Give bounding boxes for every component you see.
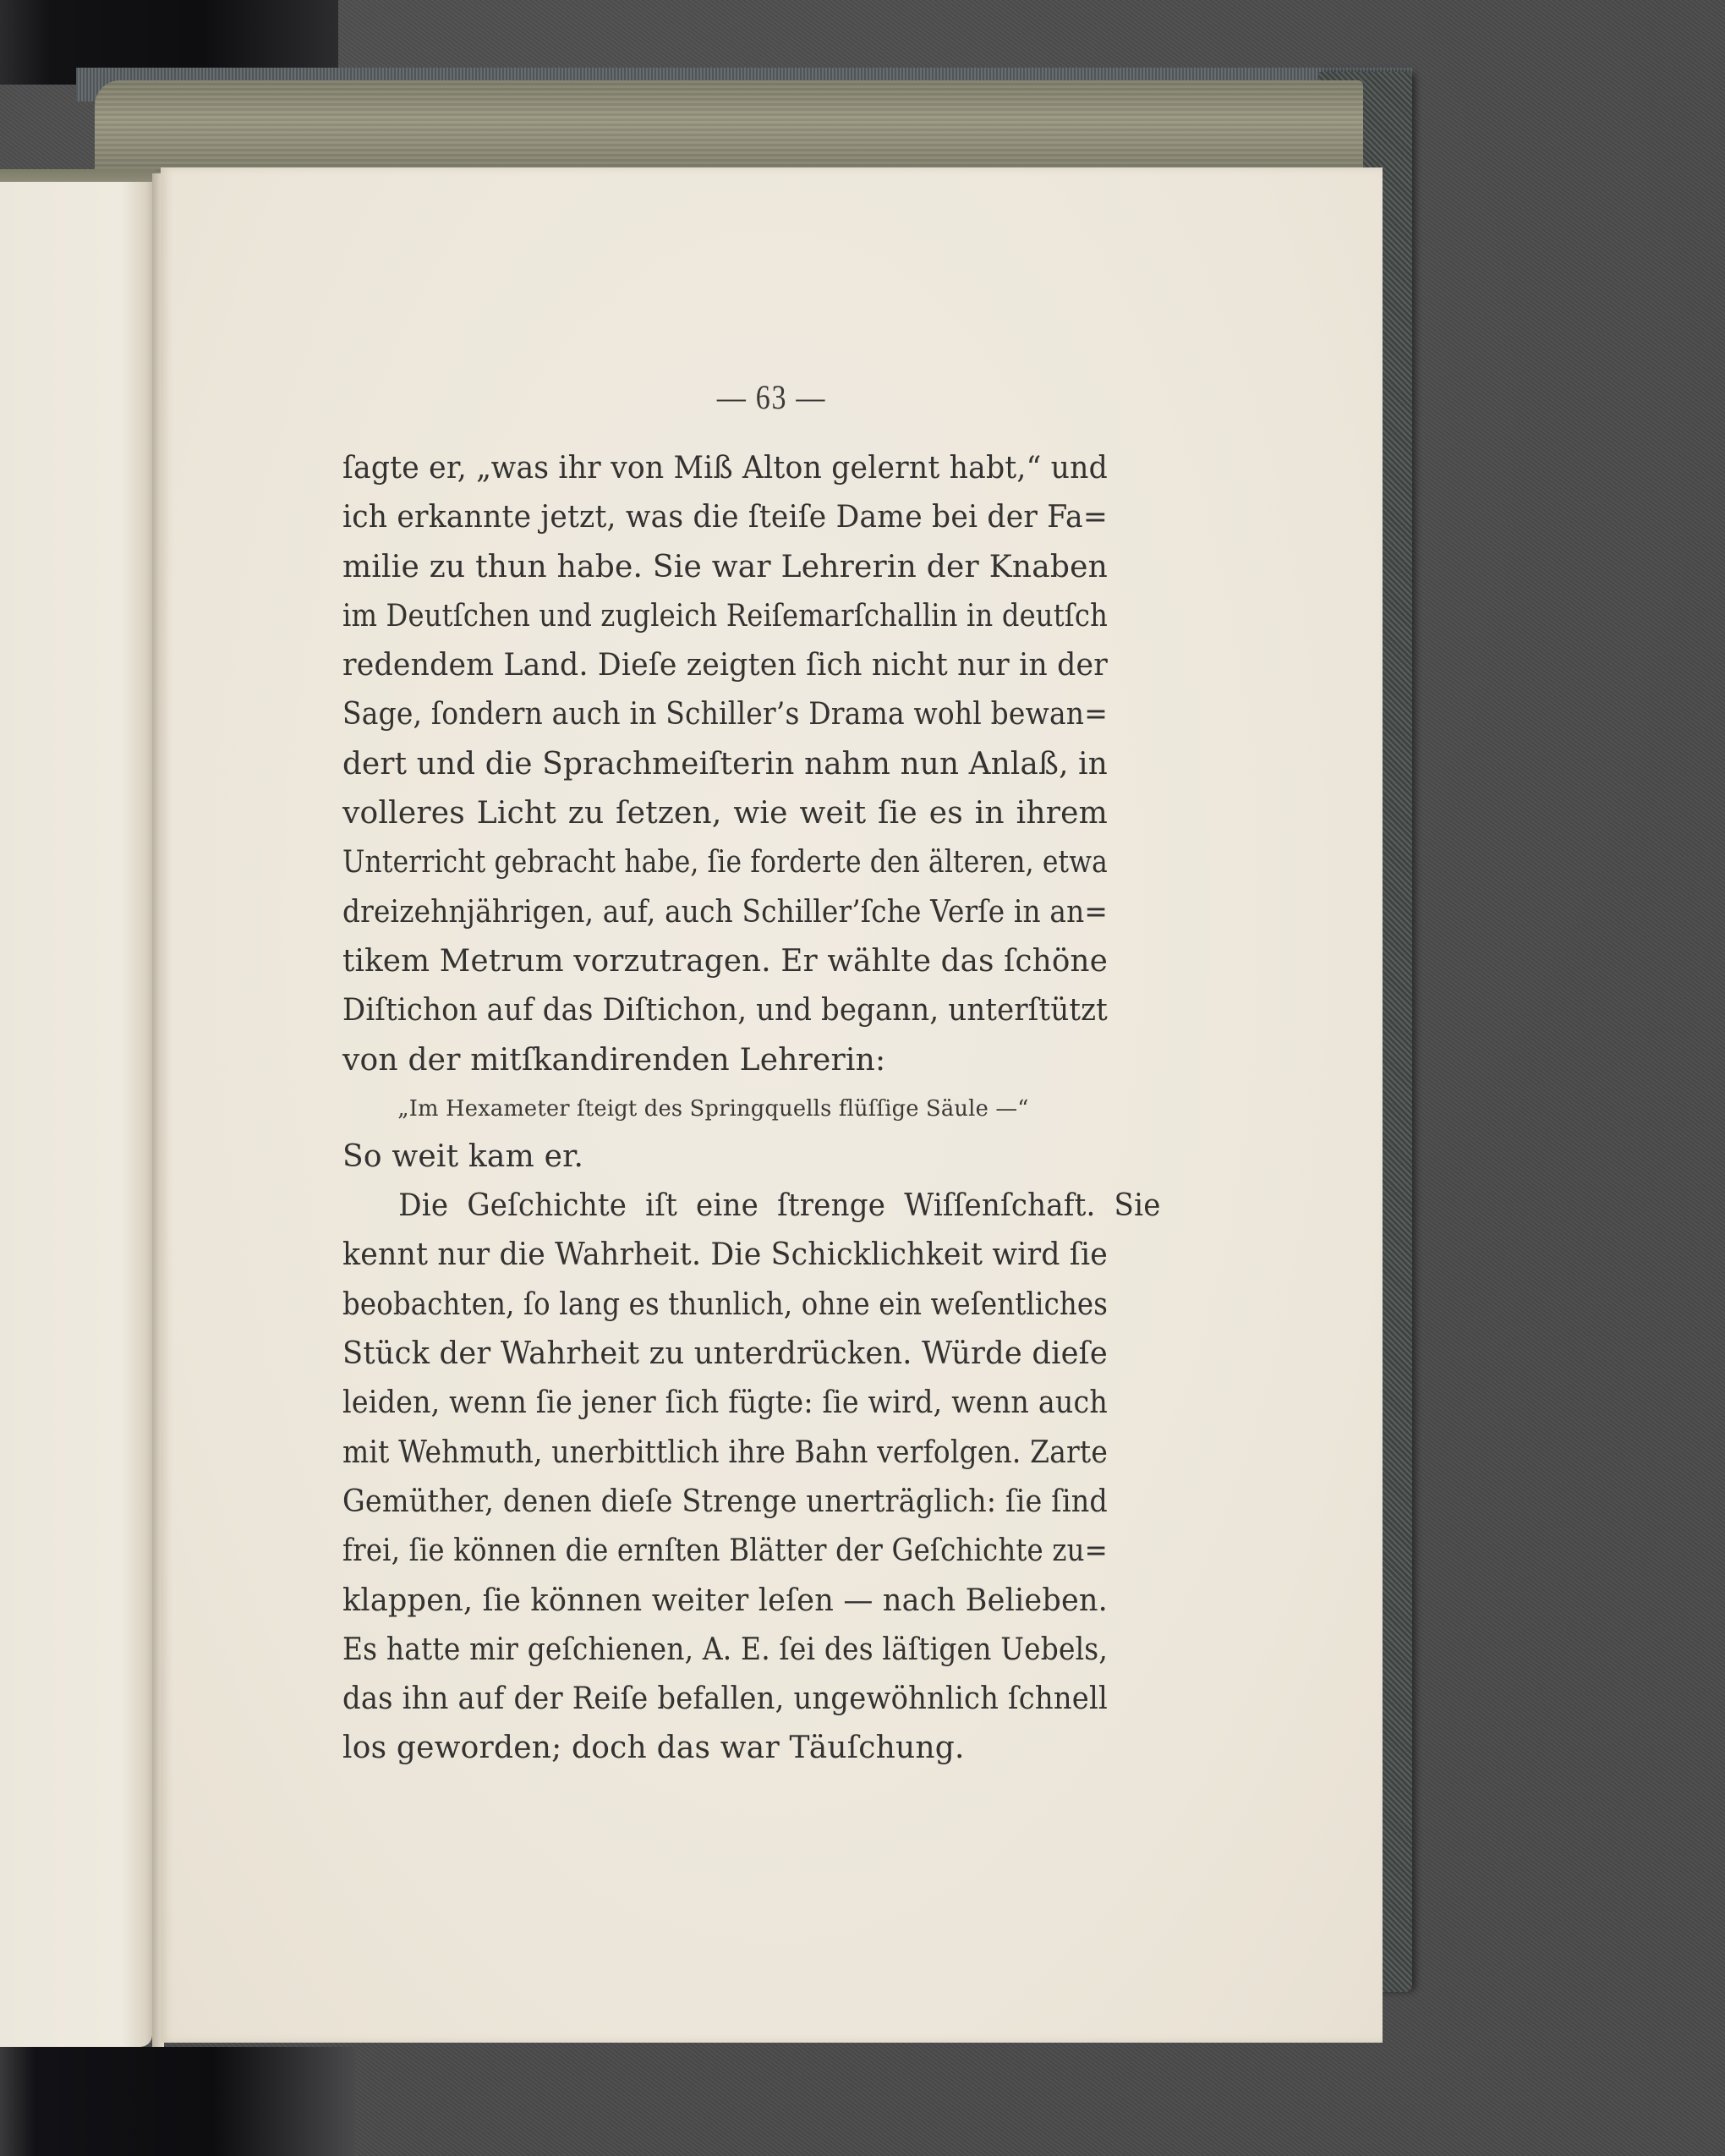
text-line: dert und die Sprachmeiſterin nahm nun Anlaß, in [342,746,1108,782]
right-page [161,167,1383,2043]
text-line: dreizehnjährigen, auf, auch Schiller’ſche Verſe in an= [342,894,1108,930]
page-block-edge [95,80,1363,175]
text-line: Stück der Wahrheit zu unterdrücken. Würde dieſe [342,1336,1108,1372]
text-line: frei, ſie können die ernſten Blätter der Geſchichte zu= [342,1533,1108,1569]
text-line: milie zu thun habe. Sie war Lehrerin der Knaben [342,549,1108,584]
text-line: redendem Land. Dieſe zeigten ſich nicht nur in der [342,648,1108,683]
text-line: kennt nur die Wahrheit. Die Schicklichkeit wird ſie [342,1237,1108,1273]
text-line: das ihn auf der Reiſe befallen, ungewöhnlich ſchnell [342,1681,1108,1717]
text-line: klappen, ſie können weiter leſen — nach Belieben. [342,1583,1108,1618]
text-line: Unterricht gebracht habe, ſie forderte den älteren, etwa [342,845,1108,881]
quoted-verse: „Im Hexameter ſteigt des Springquells flüſſige Säule —“ [397,1095,1029,1122]
text-line: ſagte er, „was ihr von Miß Alton gelernt habt,“ und [342,451,1108,486]
text-line: Es hatte mir geſchienen, A. E. ſei des läſtigen Uebels, [342,1632,1108,1667]
text-line: Sage, ſondern auch in Schiller’s Drama wohl bewan= [342,697,1108,732]
text-line: tikem Metrum vorzutragen. Er wählte das ſchöne [342,943,1108,979]
text-line: ich erkannte jetzt, was die ſteiſe Dame bei der Fa= [342,500,1108,535]
page-number: — 63 — [716,378,827,416]
text-line: Gemüther, denen dieſe Strenge unerträglich: ſie ſind [342,1484,1108,1519]
left-page [0,182,152,2047]
dark-backdrop-bottom [0,2047,355,2156]
text-line: von der mitſkandirenden Lehrerin: [342,1042,886,1078]
text-line: volleres Licht zu ſetzen, wie weit ſie es in ihrem [342,796,1108,831]
text-line: mit Wehmuth, unerbittlich ihre Bahn verfolgen. Zarte [342,1435,1108,1470]
text-line: So weit kam er. [342,1138,584,1174]
text-line: Die Geſchichte iſt eine ſtrenge Wiſſenſchaft. Sie [398,1188,1161,1224]
text-line: los geworden; doch das war Täuſchung. [342,1731,965,1766]
text-line: beobachten, ſo lang es thunlich, ohne ein weſentliches [342,1286,1108,1322]
text-line: im Deutſchen und zugleich Reiſemarſchallin in deutſch [342,598,1108,634]
text-line: Diſtichon auf das Diſtichon, und begann, unterſtützt [342,993,1108,1029]
body-text [342,444,1161,1774]
text-line: leiden, wenn ſie jener ſich fügte: ſie wird, wenn auch [342,1385,1108,1421]
